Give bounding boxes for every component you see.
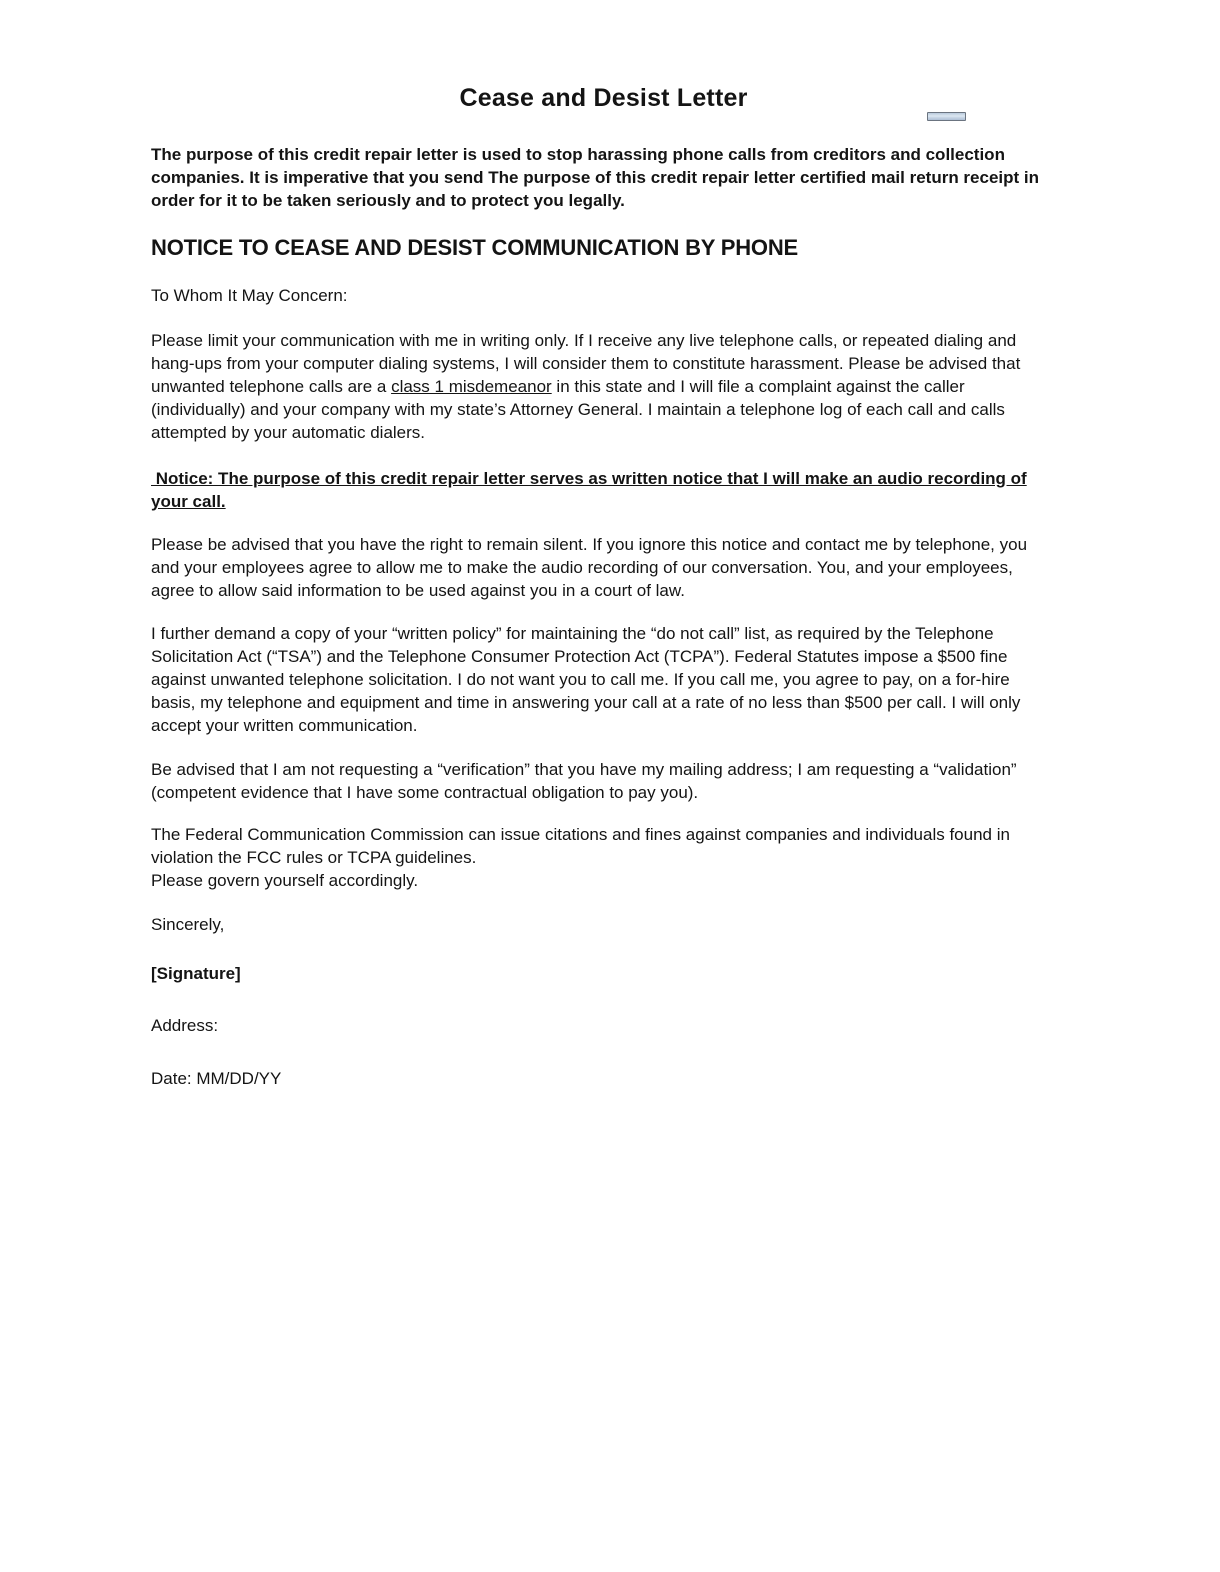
paragraph-fcc [151, 823, 1056, 892]
signature-placeholder: [Signature] [151, 964, 241, 983]
inline-form-field[interactable] [927, 112, 966, 121]
paragraph-communication [151, 329, 1056, 444]
date-line: Date: MM/DD/YY [151, 1069, 282, 1088]
section-heading: NOTICE TO CEASE AND DESIST COMMUNICATION BY PHONE [151, 235, 798, 260]
paragraph-fcc-line2: Please govern yourself accordingly. [151, 871, 419, 890]
paragraph-remain-silent: Please be advised that you have the right to remain silent. If you ignore this notice and contact me by telephone, you and your employees agree to allow me to make the audio recording of our conversation. You, and your employees, agree to allow said information to be used against you in a court of law. [151, 535, 1028, 600]
paragraph-communication-before: Please limit your communication with me in writing only. If I receive any live telephone calls, or repeated dialing and hang-ups from your computer dialing systems, I will consider them to constitute harassment. Please be advised that unwanted telephone calls are a [151, 331, 1021, 396]
notice-paragraph: Notice: The purpose of this credit repair letter serves as written notice that I will make an audio recording of your call. [151, 469, 1027, 511]
paragraph-fcc-line1: The Federal Communication Commission can issue citations and fines against companies and individuals found in violation the FCC rules or TCPA guidelines. [151, 825, 1010, 867]
intro-paragraph: The purpose of this credit repair letter is used to stop harassing phone calls from creditors and collection companies. It is imperative that you send The purpose of this credit repair letter certified mail return receipt in order for it to be taken seriously and to protect you legally. [151, 145, 1040, 210]
salutation: To Whom It May Concern: [151, 286, 348, 305]
closing-sincerely: Sincerely, [151, 915, 225, 934]
paragraph-verification: Be advised that I am not requesting a “verification” that you have my mailing address; I am requesting a “validation” (competent evidence that I have some contractual obligation to pay you). [151, 760, 1017, 802]
paragraph-communication-after: in this state and I will file a complaint against the caller (individually) and your company with my state’s Attorney General. I maintain a telephone log of each call and calls attempted by your automatic dialers. [151, 377, 1005, 442]
letter-content [151, 0, 1056, 1090]
paragraph-written-policy: I further demand a copy of your “written policy” for maintaining the “do not call” list, as required by the Telephone Solicitation Act (“TSA”) and the Telephone Consumer Protection Act (TCPA”). Federal Statutes impose a $500 fine against unwanted telephone solicitation. I do not want you to call me. If you call me, you agree to pay, on a for-hire basis, my telephone and equipment and time in answering your call at a rate of no less than $500 per call. I will only accept your written communication. [151, 624, 1021, 735]
class1-misdemeanor-underlined: class 1 misdemeanor [391, 377, 552, 396]
page-title: Cease and Desist Letter [459, 84, 748, 112]
address-label: Address: [151, 1016, 219, 1035]
